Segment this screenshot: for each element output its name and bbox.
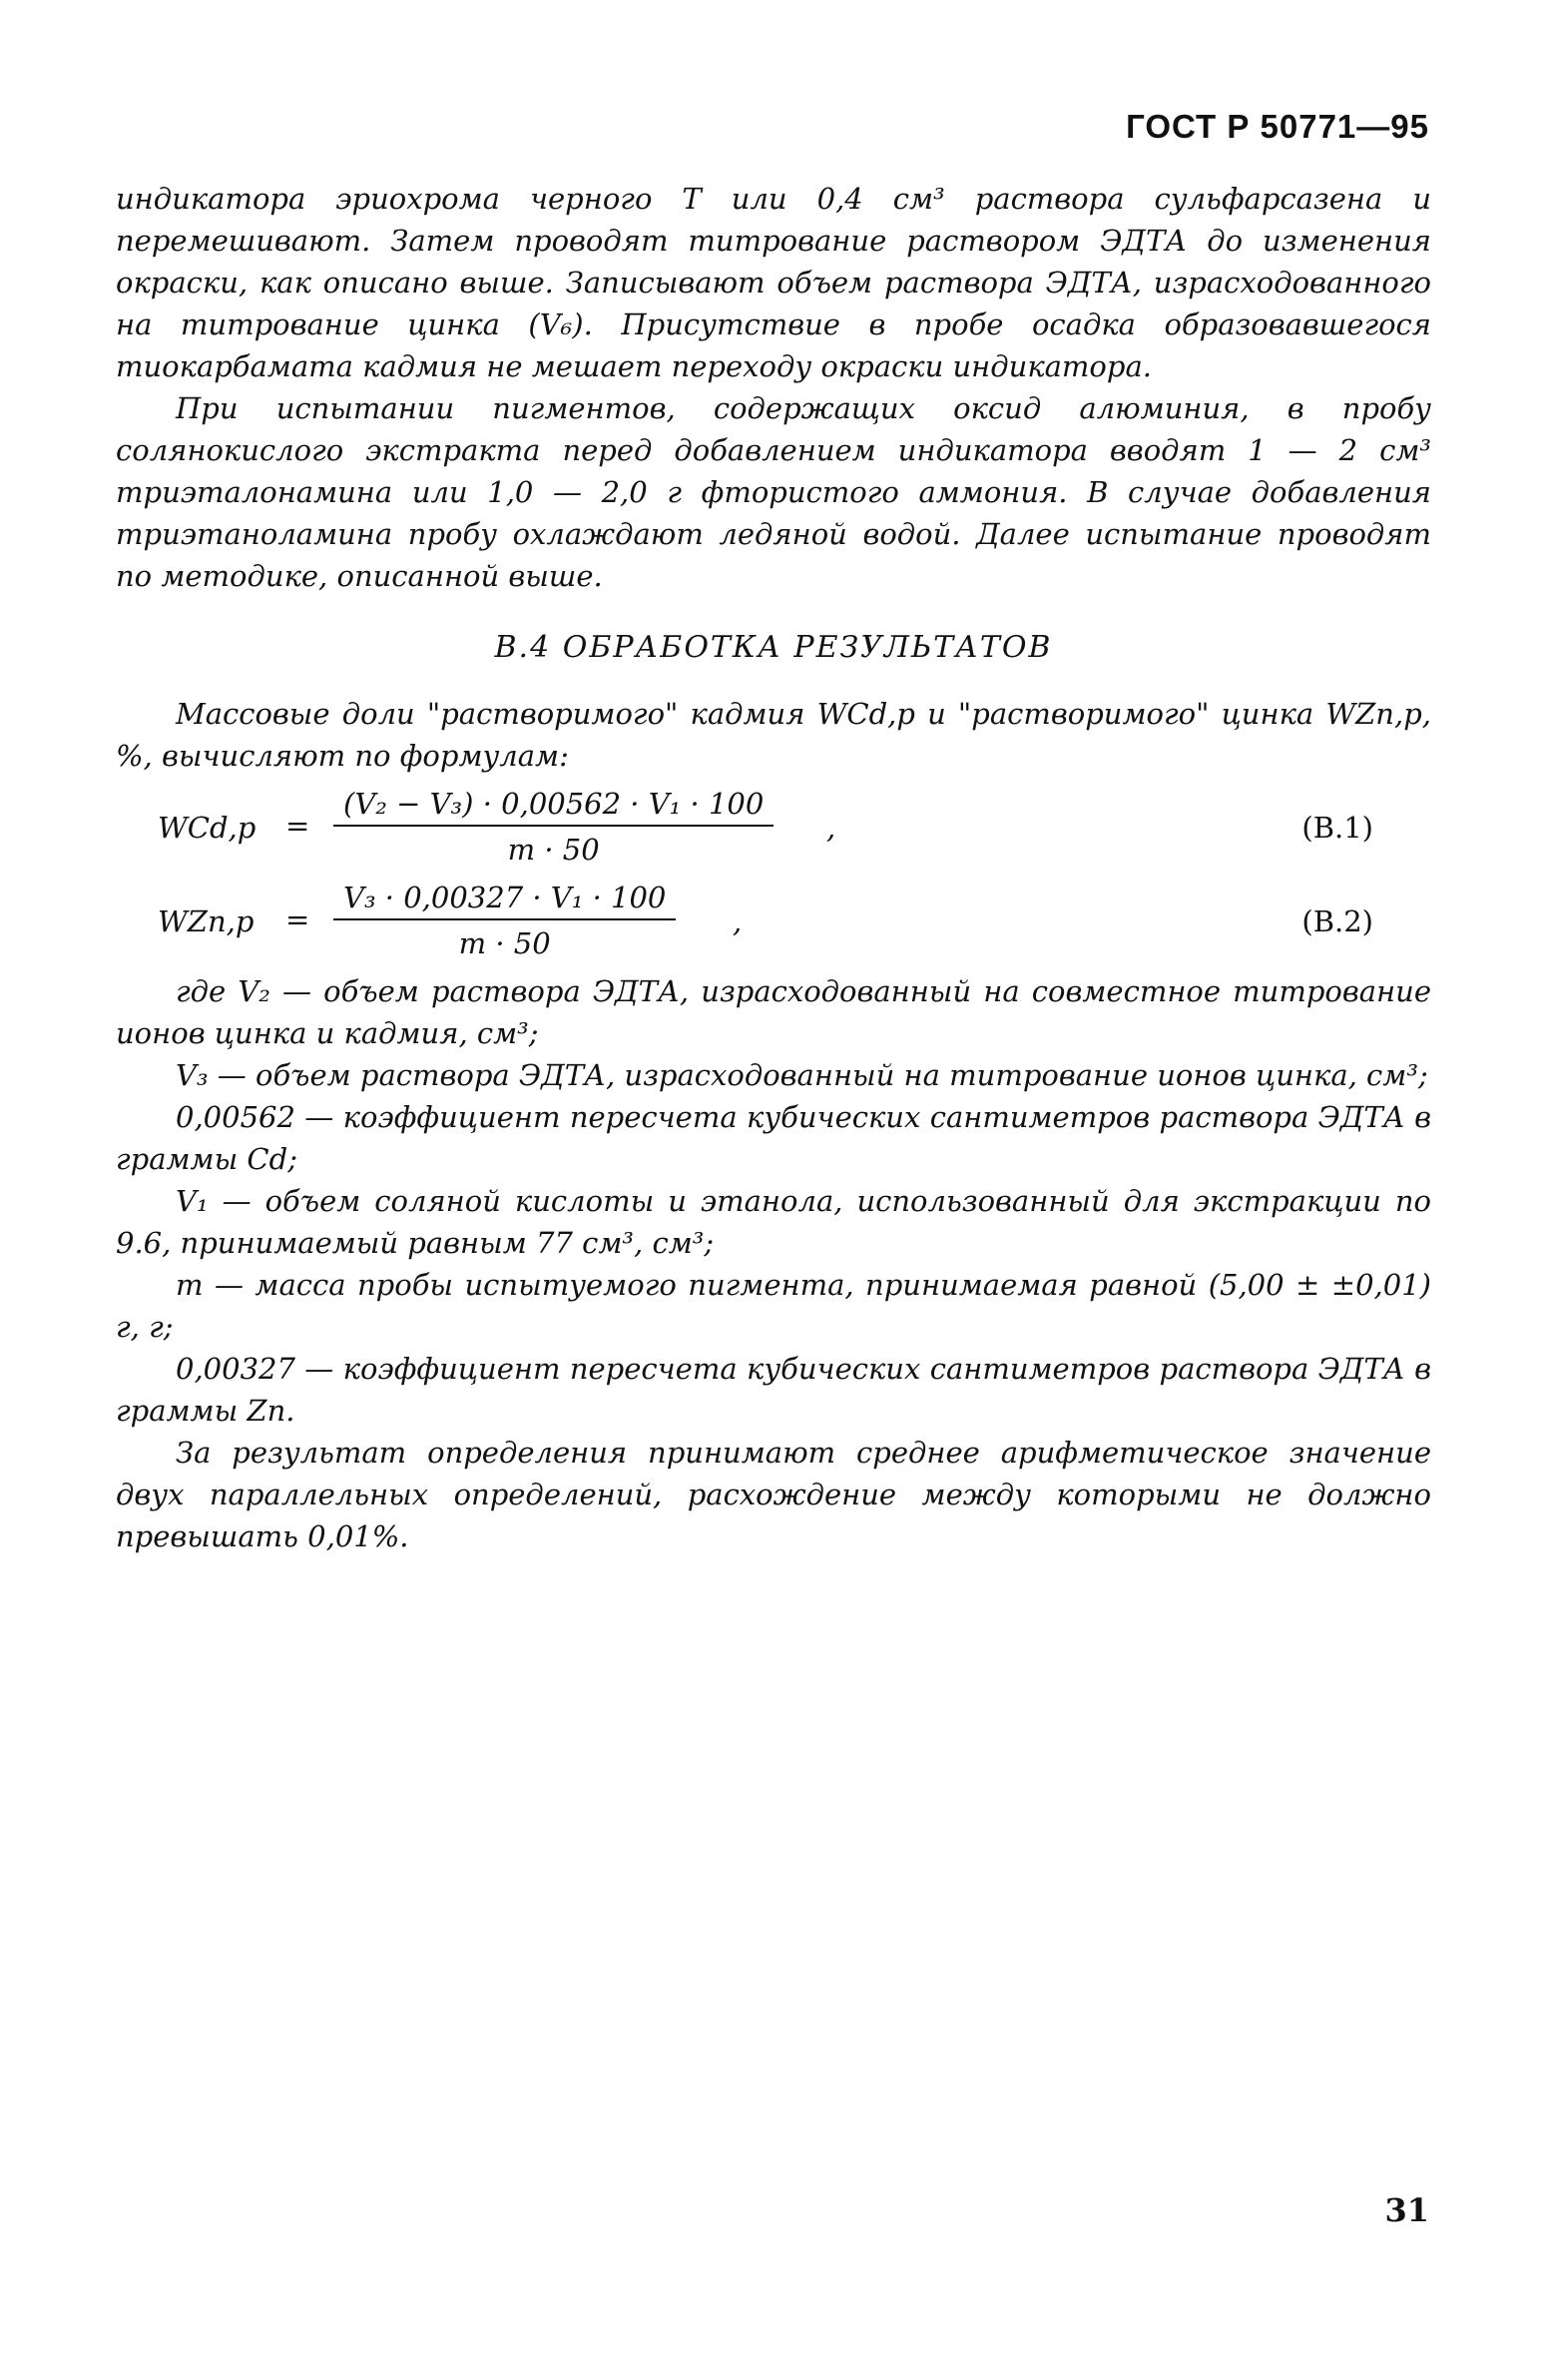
definition-coef-zn: 0,00327 — коэффициент пересчета кубических сантиметров раствора ЭДТА в граммы Zn. <box>116 1352 1431 1428</box>
formula-b1 <box>116 783 1431 867</box>
definition-v1: V₁ — объем соляной кислоты и этанола, использованный для экстракции по 9.6, принимаемый равным 77 см³, см³; <box>116 1184 1431 1260</box>
definition-m: m — масса пробы испытуемого пигмента, принимаемая равной (5,00 ± ±0,01) г, г; <box>116 1268 1431 1344</box>
formula-b1-equals: = <box>285 809 310 843</box>
formula-b1-fraction <box>333 783 774 871</box>
formula-b1-numerator: (V₂ − V₃) · 0,00562 · V₁ · 100 <box>333 783 774 827</box>
definition-v2: где V₂ — объем раствора ЭДТА, израсходованный на совместное титрование ионов цинка и кадмия, см³; <box>116 974 1431 1050</box>
formula-b2 <box>116 877 1431 960</box>
formula-b2-lhs: WZn,p <box>158 904 255 938</box>
formula-b1-comma: , <box>826 811 836 845</box>
paragraph-1: индикатора эриохрома черного Т или 0,4 см³ раствора сульфарсазена и перемешивают. Затем проводят титрование раствором ЭДТА до изменения окраски, как описано выше. Записывают объем раствора ЭДТА, израсходованного на титрование цинка (V₆). Присутствие в пробе осадка образовавшегося тиокарбамата кадмия не мешает переходу окраски индикатора. <box>116 182 1431 383</box>
formula-b2-denominator: m · 50 <box>458 926 551 960</box>
conclusion-paragraph: За результат определения принимают среднее арифметическое значение двух параллельных определений, расхождение между которыми не должно превышать 0,01%. <box>116 1436 1431 1553</box>
definition-v3: V₃ — объем раствора ЭДТА, израсходованный на титрование ионов цинка, см³; <box>176 1058 1428 1092</box>
formula-b1-denominator: m · 50 <box>507 833 600 867</box>
document-header: ГОСТ Р 50771—95 <box>1126 108 1429 145</box>
formula-b2-equals: = <box>285 902 310 936</box>
definition-coef-cd: 0,00562 — коэффициент пересчета кубических сантиметров раствора ЭДТА в граммы Cd; <box>116 1100 1431 1176</box>
paragraph-2: При испытании пигментов, содержащих оксид алюминия, в пробу солянокислого экстракта перед добавлением индикатора вводят 1 — 2 см³ триэталонамина или 1,0 — 2,0 г фтористого аммония. В случае добавления триэтаноламина пробу охлаждают ледяной водой. Далее испытание проводят по методике, описанной выше. <box>116 391 1431 593</box>
section-heading: В.4 ОБРАБОТКА РЕЗУЛЬТАТОВ <box>494 630 1053 665</box>
document-body <box>116 178 1431 1557</box>
formula-b2-numerator: V₃ · 0,00327 · V₁ · 100 <box>333 877 676 920</box>
formula-b2-comma: , <box>733 904 743 938</box>
formula-b2-label: (В.2) <box>1301 904 1373 938</box>
page-number: 31 <box>1384 2191 1429 2229</box>
formula-b2-fraction <box>333 877 676 964</box>
formula-intro: Массовые доли "растворимого" кадмия WCd,p и "растворимого" цинка WZn,p, %, вычисляют по формулам: <box>116 697 1431 773</box>
formula-b1-lhs: WCd,p <box>158 811 257 845</box>
formula-b1-label: (В.1) <box>1301 811 1373 845</box>
